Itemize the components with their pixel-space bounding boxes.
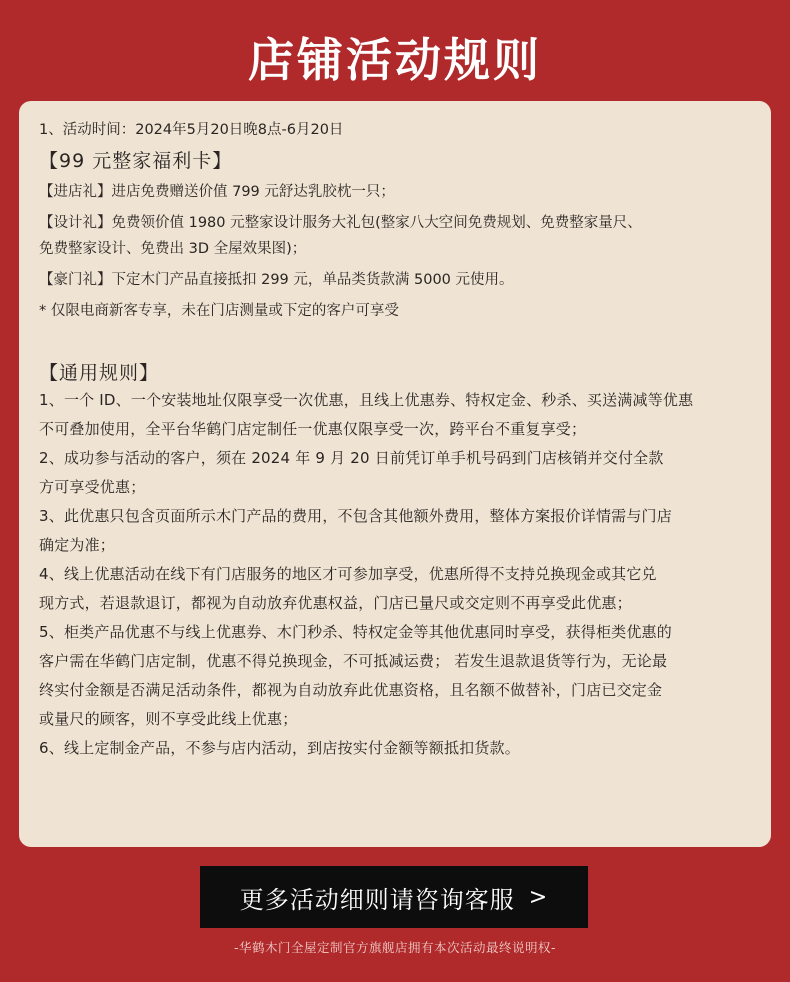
rule-line: 不可叠加使用，全平台华鹤门店定制任一优惠仅限享受一次，跨平台不重复享受； — [39, 420, 587, 438]
rule-line: 确定为准； — [39, 536, 116, 554]
rule-line: 或量尺的顾客，则不享受此线上优惠； — [39, 710, 298, 728]
gift-item-design-cont: 免费整家设计、免费出 3D 全屋效果图)； — [39, 241, 307, 257]
gift-note: * 仅限电商新客专享，未在门店测量或下定的客户可享受 — [39, 303, 399, 319]
rule-line: 3、此优惠只包含页面所示木门产品的费用，不包含其他额外费用，整体方案报价详情需与门店 — [39, 507, 672, 525]
rule-line: 客户需在华鹤门店定制，优惠不得兑换现金，不可抵减运费； 若发生退款退货等行为，无论最 — [39, 652, 668, 670]
rule-line: 5、柜类产品优惠不与线上优惠券、木门秒杀、特权定金等其他优惠同时享受，获得柜类优惠的 — [39, 623, 672, 641]
gift-item-design: 【设计礼】免费领价值 1980 元整家设计服务大礼包(整家八大空间免费规划、免费整家量尺、 — [39, 215, 642, 231]
page-title: 店铺活动规则 — [248, 33, 542, 87]
rule-line: 2、成功参与活动的客户，须在 2024 年 9 月 20 日前凭订单手机号码到门店核销并交付全款 — [39, 449, 664, 467]
rule-line: 方可享受优惠； — [39, 478, 146, 496]
consult-service-button[interactable] — [200, 866, 588, 928]
rule-line: 6、线上定制金产品，不参与店内活动，到店按实付金额等额抵扣货款。 — [39, 739, 520, 757]
footer-note: -华鹤木门全屋定制官方旗舰店拥有本次活动最终说明权- — [233, 940, 557, 955]
rule-line: 4、线上优惠活动在线下有门店服务的地区才可参加享受，优惠所得不支持兑换现金或其它兑 — [39, 565, 657, 583]
general-rules-title: 【通用规则】 — [39, 362, 160, 384]
rule-line: 现方式，若退款退订，都视为自动放弃优惠权益，门店已量尺或交定则不再享受此优惠； — [39, 594, 632, 612]
welfare-card-title: 【99 元整家福利卡】 — [39, 150, 233, 172]
gift-item-door: 【豪门礼】下定木门产品直接抵扣 299 元，单品类货款满 5000 元使用。 — [39, 272, 514, 288]
consult-service-label: 更多活动细则请咨询客服 — [239, 885, 515, 914]
activity-time: 1、活动时间：2024年5月20日晚8点-6月20日 — [39, 122, 344, 138]
rules-panel — [19, 101, 771, 847]
gift-item-entry: 【进店礼】进店免费赠送价值 799 元舒达乳胶枕一只； — [39, 184, 395, 200]
rule-line: 1、一个 ID、一个安装地址仅限享受一次优惠，且线上优惠券、特权定金、秒杀、买送满减等优惠 — [39, 391, 694, 409]
chevron-right-icon: > — [528, 884, 549, 910]
rule-line: 终实付金额是否满足活动条件，都视为自动放弃此优惠资格，且名额不做替补，门店已交定金 — [39, 681, 663, 699]
